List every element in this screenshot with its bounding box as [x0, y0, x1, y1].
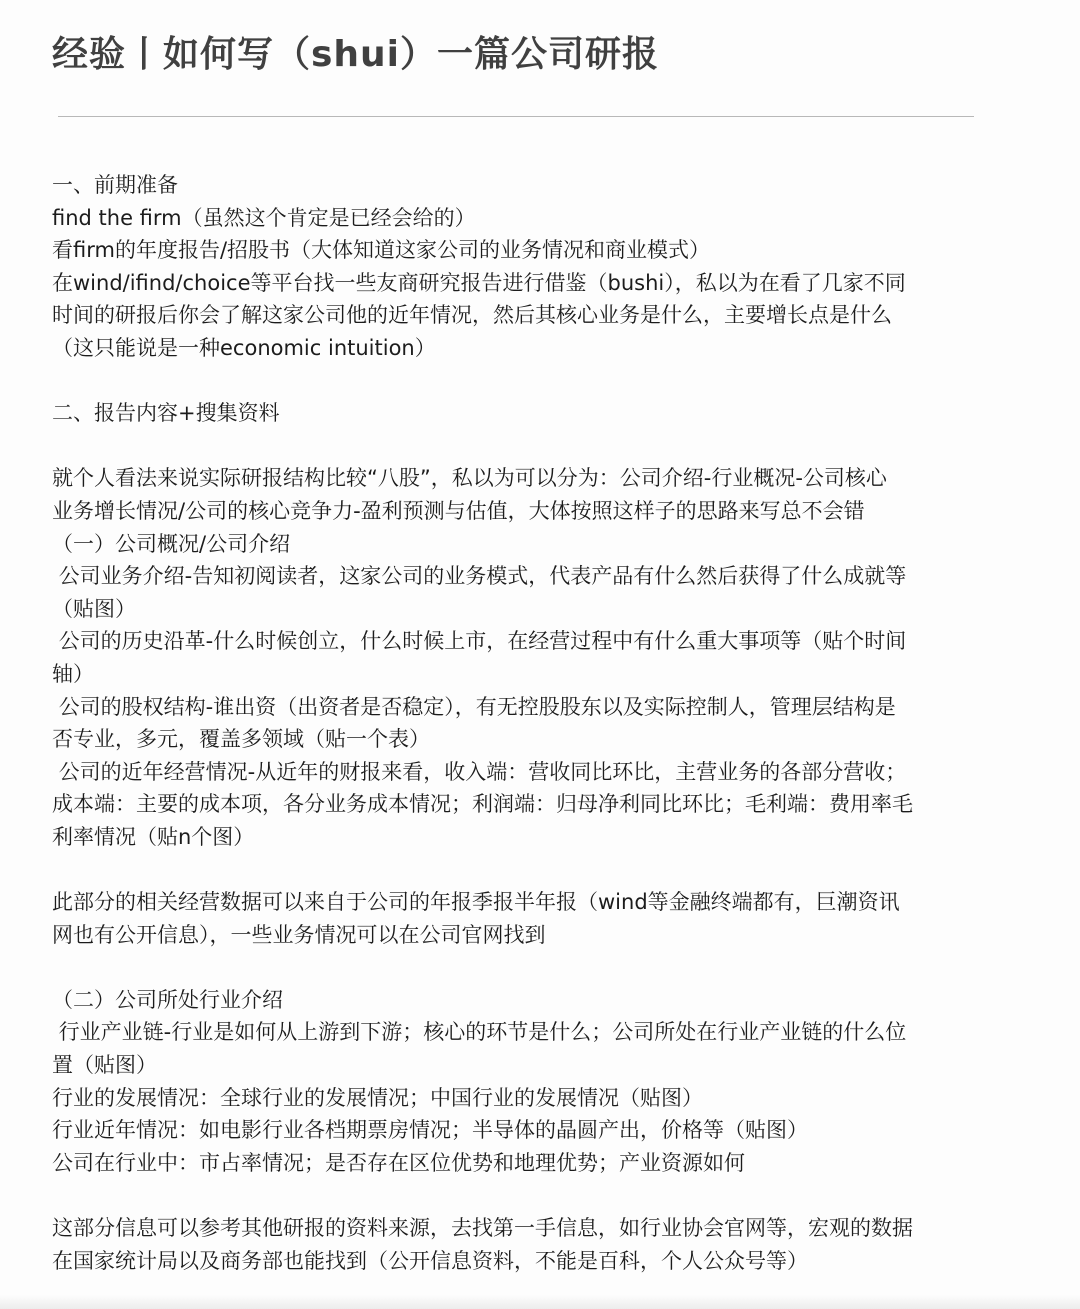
text-line: （一）公司概况/公司介绍 [52, 531, 291, 556]
text-line: 公司业务介绍-告知初阅读者，这家公司的业务模式，代表产品有什么然后获得了什么成就等 [52, 564, 907, 589]
text-line: 轴） [52, 661, 94, 686]
text-line: 二、报告内容+搜集资料 [52, 401, 280, 426]
text-line: find the firm（虽然这个肯定是已经会给的） [52, 205, 476, 230]
text-line: 一、前期准备 [52, 173, 178, 197]
blank-line [52, 951, 980, 984]
article-body [52, 169, 980, 1277]
text-line: 时间的研报后你会了解这家公司他的近年情况，然后其核心业务是什么，主要增长点是什么 [52, 303, 892, 328]
blank-line [52, 853, 980, 886]
text-line: 此部分的相关经营数据可以来自于公司的年报季报半年报（wind等金融终端都有，巨潮资讯 [52, 890, 900, 915]
text-line: 利率情况（贴n个图） [52, 824, 255, 849]
text-line: 置（贴图） [52, 1053, 157, 1078]
text-line: 这部分信息可以参考其他研报的资料来源，去找第一手信息，如行业协会官网等，宏观的数据 [52, 1216, 913, 1240]
blank-line [52, 430, 980, 463]
text-line: 成本端：主要的成本项，各分业务成本情况；利润端：归母净利同比环比；毛利端：费用率毛 [52, 792, 913, 817]
text-line: （这只能说是一种economic intuition） [52, 335, 436, 360]
article-title: 经验丨如何写（shui）一篇公司研报 [52, 34, 660, 75]
text-line: 否专业，多元，覆盖多领域（贴一个表） [52, 727, 430, 752]
text-line: 看firm的年度报告/招股书（大体知道这家公司的业务情况和商业模式） [52, 238, 711, 263]
blank-line [52, 365, 980, 398]
text-line: 网也有公开信息），一些业务情况可以在公司官网找到 [52, 922, 546, 947]
text-line: 在国家统计局以及商务部也能找到（公开信息资料，不能是百科，个人公众号等） [52, 1248, 808, 1273]
text-line: 就个人看法来说实际研报结构比较“八股”，私以为可以分为：公司介绍-行业概况-公司核心 [52, 466, 887, 491]
text-line: 公司在行业中：市占率情况；是否存在区位优势和地理优势；产业资源如何 [52, 1150, 745, 1175]
blank-line [52, 1179, 980, 1212]
text-line: 公司的近年经营情况-从近年的财报来看，收入端：营收同比环比，主营业务的各部分营收； [52, 759, 907, 784]
text-line: 行业产业链-行业是如何从上游到下游；核心的环节是什么；公司所处在行业产业链的什么位 [52, 1020, 907, 1045]
text-line: 公司的历史沿革-什么时候创立，什么时候上市，在经营过程中有什么重大事项等（贴个时间 [52, 629, 907, 654]
text-line: 在wind/ifind/choice等平台找一些友商研究报告进行借鉴（bushi），私以为在看了几家不同 [52, 270, 906, 295]
text-line: 公司的股权结构-谁出资（出资者是否稳定），有无控股股东以及实际控制人，管理层结构是 [52, 694, 896, 719]
title-divider [58, 116, 974, 117]
text-line: 业务增长情况/公司的核心竞争力-盈利预测与估值，大体按照这样子的思路来写总不会错 [52, 498, 865, 523]
text-line: 行业的发展情况：全球行业的发展情况；中国行业的发展情况（贴图） [52, 1085, 703, 1110]
text-line: （二）公司所处行业介绍 [52, 987, 283, 1012]
page-bottom-shadow [0, 1295, 1080, 1309]
text-line: 行业近年情况：如电影行业各档期票房情况；半导体的晶圆产出，价格等（贴图） [52, 1118, 808, 1143]
text-line: （贴图） [52, 596, 136, 621]
